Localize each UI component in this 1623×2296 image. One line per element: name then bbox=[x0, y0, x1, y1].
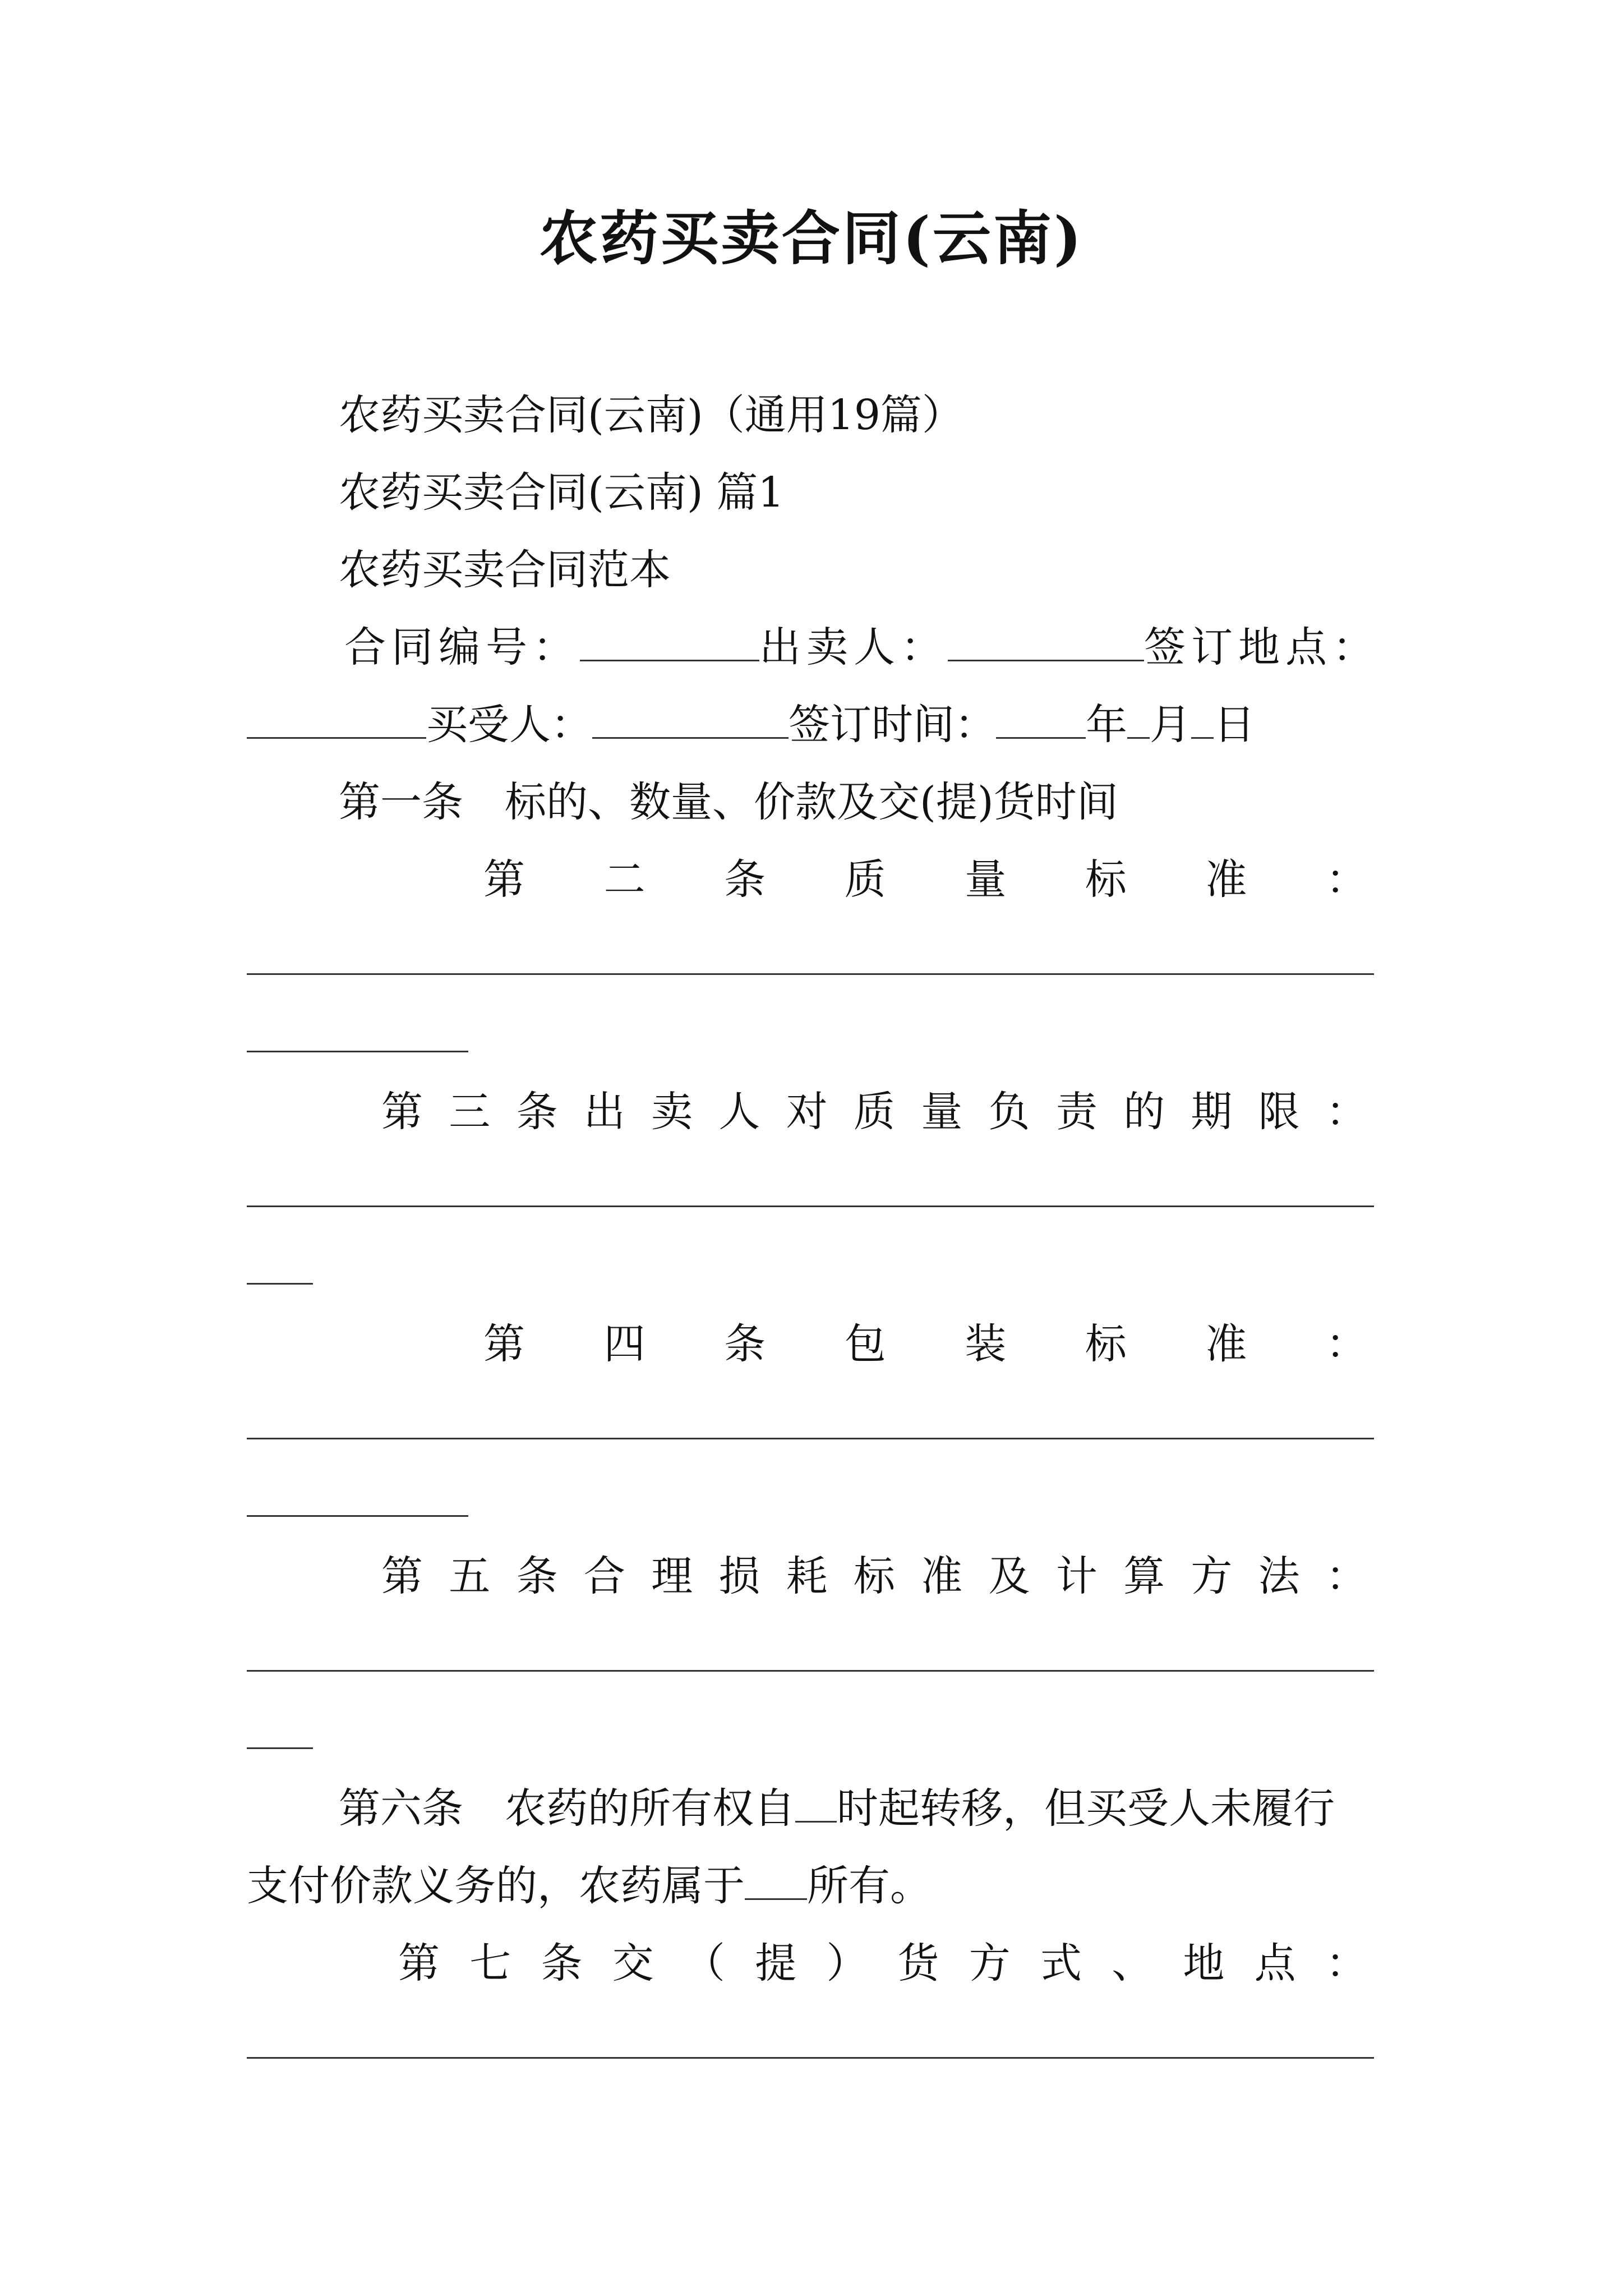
year-blank bbox=[996, 700, 1086, 739]
day-blank bbox=[1191, 700, 1214, 739]
seller-label: 出卖人： bbox=[759, 623, 948, 671]
article-3: 第 三 条 出 卖 人 对 质 量 负 责 的 期 限 ： bbox=[381, 1088, 1367, 1136]
blank-rule bbox=[247, 973, 1374, 975]
ownership-time-blank bbox=[795, 1784, 837, 1823]
contract-no-blank bbox=[580, 623, 759, 661]
month-label: 月 bbox=[1150, 701, 1191, 749]
contract-no-label: 合同编号： bbox=[344, 623, 580, 671]
blank-rule bbox=[247, 1670, 1374, 1672]
document-title: 农药买卖合同(云南) bbox=[539, 204, 1084, 273]
owner-blank bbox=[745, 1861, 807, 1900]
blank-rule bbox=[247, 2057, 1374, 2059]
blank-rule bbox=[247, 1205, 1374, 1207]
section-heading: 农药买卖合同(云南) 篇1 bbox=[339, 468, 785, 517]
month-blank bbox=[1127, 700, 1150, 739]
template-heading: 农药买卖合同范本 bbox=[339, 546, 671, 594]
buyer-label: 买受人： bbox=[426, 701, 592, 749]
blank-rule bbox=[247, 1438, 1374, 1439]
year-label: 年 bbox=[1086, 701, 1127, 749]
article-5: 第 五 条 合 理 损 耗 标 准 及 计 算 方 法 ： bbox=[381, 1552, 1367, 1600]
article-6-line-1: 第六条 农药的所有权自 时起转移，但买受人未履行 bbox=[339, 1784, 1335, 1833]
article-1: 第一条 标的、数量、价款及交(提)货时间 bbox=[339, 778, 1118, 826]
signing-place-blank bbox=[247, 700, 426, 739]
header-row-2 bbox=[247, 697, 1255, 753]
document-subtitle: 农药买卖合同(云南)（通用19篇） bbox=[339, 391, 963, 439]
signing-place-label: 签订地点： bbox=[1144, 623, 1380, 671]
blank-rule bbox=[247, 1051, 468, 1052]
buyer-blank bbox=[592, 700, 789, 739]
article-4: 第 四 条 包 装 标 准 ： bbox=[483, 1320, 1367, 1368]
day-label: 日 bbox=[1214, 701, 1255, 749]
signing-time-label: 签订时间： bbox=[789, 701, 996, 749]
seller-blank bbox=[948, 623, 1144, 661]
blank-rule bbox=[247, 1515, 468, 1517]
header-row-1 bbox=[344, 619, 1380, 675]
blank-rule bbox=[247, 1747, 313, 1749]
article-7: 第 七 条 交 （ 提 ） 货 方 式 、 地 点 ： bbox=[398, 1939, 1367, 1987]
article-6-line-2: 支付价款义务的，农药属于 所有。 bbox=[247, 1862, 932, 1910]
article-2: 第 二 条 质 量 标 准 ： bbox=[483, 855, 1367, 904]
blank-rule bbox=[247, 1283, 313, 1285]
